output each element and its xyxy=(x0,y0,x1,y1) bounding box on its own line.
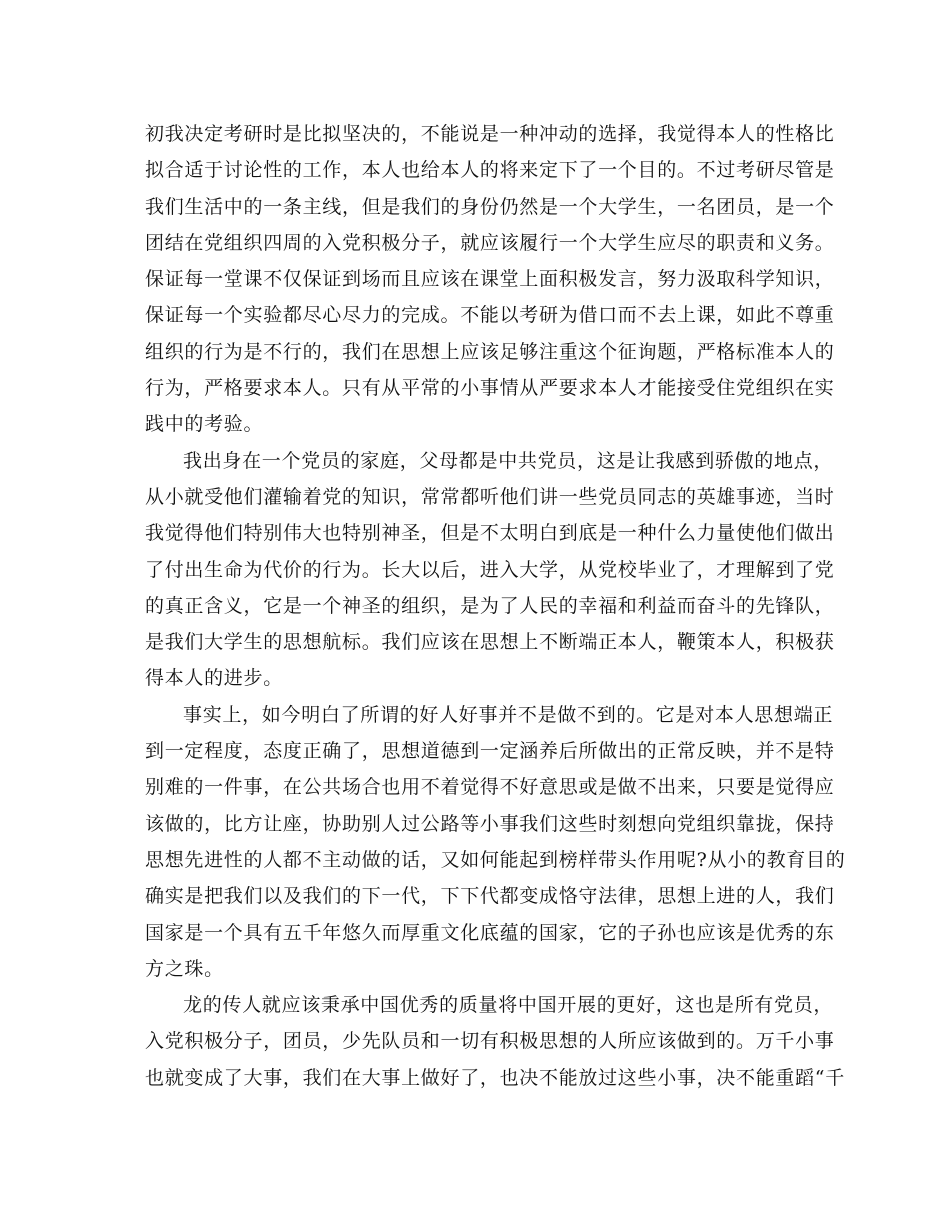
text-line: 我出身在一个党员的家庭，父母都是中共党员，这是让我感到骄傲的地点， xyxy=(183,449,834,472)
text-line: 思想先进性的人都不主动做的话，又如何能起到榜样带头作用呢?从小的教育目的 xyxy=(145,848,846,871)
text-line: 得本人的进步。 xyxy=(145,667,283,690)
text-line: 我们生活中的一条主线，但是我们的身份仍然是一个大学生，一名团员，是一个 xyxy=(145,195,835,218)
paragraph-2 xyxy=(145,443,835,697)
text-line: 了付出生命为代价的行为。长大以后，进入大学，从党校毕业了，才理解到了党 xyxy=(145,558,835,581)
text-line: 别难的一件事，在公共场合也用不着觉得不好意思或是做不出来，只要是觉得应 xyxy=(145,776,835,799)
text-line: 方之珠。 xyxy=(145,957,224,980)
text-line: 保证每一堂课不仅保证到场而且应该在课堂上面积极发言，努力汲取科学知识， xyxy=(145,268,835,291)
text-line: 龙的传人就应该秉承中国优秀的质量将中国开展的更好，这也是所有党员， xyxy=(183,994,834,1017)
body-text xyxy=(145,116,846,1096)
text-line: 我觉得他们特别伟大也特别神圣，但是不太明白到底是一种什么力量使他们做出 xyxy=(145,522,835,545)
text-line: 初我决定考研时是比拟坚决的，不能说是一种冲动的选择，我觉得本人的性格比 xyxy=(145,123,835,145)
text-line: 保证每一个实验都尽心尽力的完成。不能以考研为借口而不去上课，如此不尊重 xyxy=(145,304,835,327)
text-line: 的真正含义，它是一个神圣的组织，是为了人民的幸福和利益而奋斗的先锋队， xyxy=(145,594,835,617)
text-line: 也就变成了大事，我们在大事上做好了，也决不能放过这些小事，决不能重蹈“千 xyxy=(145,1066,845,1089)
text-line: 团结在党组织四周的入党积极分子，就应该履行一个大学生应尽的职责和义务。 xyxy=(145,231,835,254)
text-line: 行为，严格要求本人。只有从平常的小事情从严要求本人才能接受住党组织在实 xyxy=(145,377,835,400)
text-line: 拟合适于讨论性的工作，本人也给本人的将来定下了一个目的。不过考研尽管是 xyxy=(145,159,835,182)
text-line: 践中的考验。 xyxy=(145,413,264,436)
text-line: 该做的，比方让座，协助别人过公路等小事我们这些时刻想向党组织靠拢，保持 xyxy=(145,812,835,835)
text-line: 入党积极分子，团员，少先队员和一切有积极思想的人所应该做到的。万千小事 xyxy=(145,1030,835,1053)
paragraph-3 xyxy=(145,697,846,987)
text-line: 从小就受他们灌输着党的知识，常常都听他们讲一些党员同志的英雄事迹，当时 xyxy=(145,485,835,508)
paragraph-1 xyxy=(145,116,835,443)
paragraph-4 xyxy=(145,987,845,1096)
text-line: 到一定程度，态度正确了，思想道德到一定涵养后所做出的正常反映，并不是特 xyxy=(145,740,835,763)
text-line: 是我们大学生的思想航标。我们应该在思想上不断端正本人，鞭策本人，积极获 xyxy=(145,631,835,654)
text-line: 国家是一个具有五千年悠久而厚重文化底蕴的国家，它的子孙也应该是优秀的东 xyxy=(145,921,835,944)
text-line: 事实上，如今明白了所谓的好人好事并不是做不到的。它是对本人思想端正 xyxy=(183,703,834,726)
text-line: 确实是把我们以及我们的下一代，下下代都变成恪守法律，思想上进的人，我们 xyxy=(145,885,835,908)
text-line: 组织的行为是不行的，我们在思想上应该足够注重这个征询题，严格标准本人的 xyxy=(145,340,835,363)
